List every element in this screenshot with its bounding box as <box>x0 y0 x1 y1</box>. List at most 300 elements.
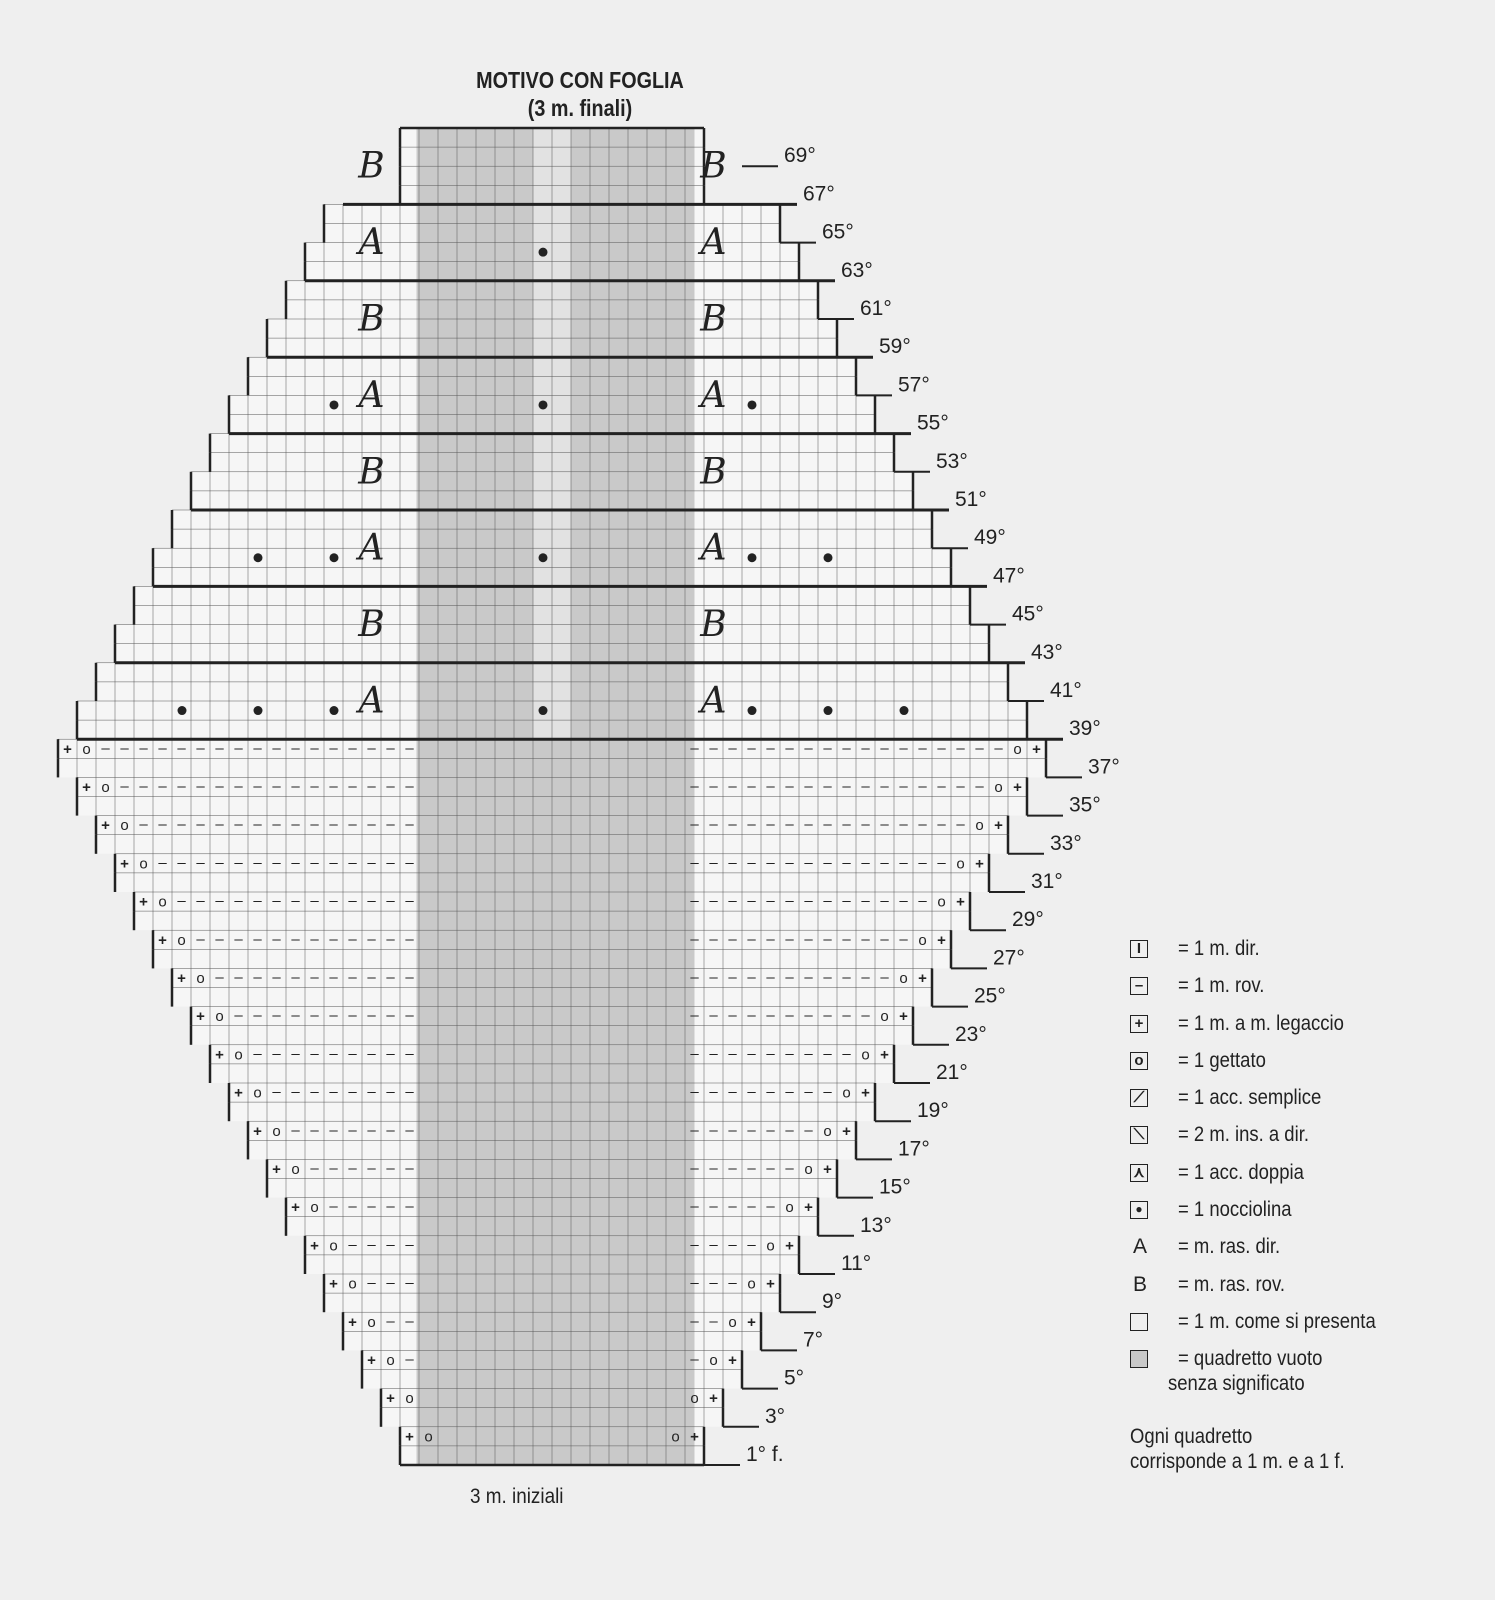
purl-symbol: – <box>709 930 718 948</box>
yarn-over-symbol: o <box>880 1008 889 1026</box>
garter-symbol: + <box>1032 740 1041 758</box>
yarn-over-symbol: o <box>747 1275 756 1293</box>
legend-text: = 2 m. ins. a dir. <box>1178 1123 1309 1146</box>
purl-symbol: – <box>272 968 281 986</box>
yarn-over-symbol: o <box>956 855 965 873</box>
purl-symbol: – <box>177 892 186 910</box>
yarn-over-symbol: o <box>101 778 110 796</box>
gray-band-cell <box>417 1064 695 1083</box>
purl-symbol: – <box>215 968 224 986</box>
garter-symbol: + <box>120 855 129 873</box>
purl-symbol: – <box>747 1083 756 1101</box>
purl-symbol: – <box>690 1083 699 1101</box>
purl-symbol: – <box>766 1083 775 1101</box>
purl-symbol: – <box>386 1159 395 1177</box>
purl-symbol: – <box>728 1159 737 1177</box>
yarn-over-icon: o <box>1130 1052 1148 1070</box>
purl-symbol: – <box>804 739 813 757</box>
section-letter-left: A <box>358 222 385 264</box>
garter-symbol: + <box>690 1428 699 1446</box>
purl-symbol: – <box>690 739 699 757</box>
garter-symbol: + <box>937 931 946 949</box>
bobble-symbol <box>254 553 263 562</box>
section-letter-left: B <box>358 145 385 187</box>
bobble-symbol <box>824 706 833 715</box>
purl-symbol: – <box>310 1007 319 1025</box>
bobble-symbol <box>748 400 757 409</box>
yarn-over-symbol: o <box>804 1160 813 1178</box>
purl-symbol: – <box>747 739 756 757</box>
purl-symbol: – <box>709 1045 718 1063</box>
purl-symbol: – <box>842 930 851 948</box>
yarn-over-symbol: o <box>1013 740 1022 758</box>
purl-symbol: – <box>253 1007 262 1025</box>
purl-symbol: – <box>823 1045 832 1063</box>
bobble-symbol <box>178 706 187 715</box>
purl-symbol: – <box>234 930 243 948</box>
purl-symbol: – <box>310 968 319 986</box>
purl-symbol: – <box>842 816 851 834</box>
yarn-over-symbol: o <box>785 1199 794 1217</box>
section-letter-right: A <box>700 222 727 264</box>
legend-text: = 1 m. rov. <box>1178 974 1265 997</box>
row-label: 59° <box>879 335 911 359</box>
legend-text: = m. ras. rov. <box>1178 1273 1285 1296</box>
section-letter-right: B <box>700 451 727 493</box>
garter-icon: + <box>1130 1015 1148 1033</box>
purl-symbol: – <box>842 1007 851 1025</box>
purl-symbol: – <box>823 739 832 757</box>
garter-symbol: + <box>329 1275 338 1293</box>
purl-symbol: – <box>348 1007 357 1025</box>
purl-symbol: – <box>272 930 281 948</box>
purl-symbol: – <box>823 777 832 795</box>
purl-symbol: – <box>728 1007 737 1025</box>
gray-band-cell <box>417 1293 695 1312</box>
purl-symbol: – <box>329 816 338 834</box>
gray-band-cell <box>417 1102 695 1121</box>
garter-symbol: + <box>956 893 965 911</box>
purl-symbol: – <box>386 892 395 910</box>
purl-symbol: – <box>728 1198 737 1216</box>
purl-symbol: – <box>785 739 794 757</box>
bobble-symbol <box>539 706 548 715</box>
purl-symbol: – <box>196 854 205 872</box>
note-line-1: Ogni quadretto <box>1130 1425 1253 1448</box>
gray-band-cell <box>417 1045 695 1064</box>
gray-band-cell <box>417 930 695 949</box>
purl-symbol: – <box>405 816 414 834</box>
purl-symbol: – <box>937 777 946 795</box>
yarn-over-symbol: o <box>766 1237 775 1255</box>
section-letter-left: B <box>358 298 385 340</box>
gray-band-cell <box>417 968 695 987</box>
purl-symbol: – <box>158 816 167 834</box>
purl-symbol: – <box>215 892 224 910</box>
gray-band-cell <box>417 1389 695 1408</box>
purl-symbol: – <box>766 1121 775 1139</box>
purl-symbol: – <box>728 1083 737 1101</box>
bobble-symbol <box>824 553 833 562</box>
legend-text: = 1 gettato <box>1178 1049 1266 1072</box>
purl-symbol: – <box>367 854 376 872</box>
garter-symbol: + <box>1013 778 1022 796</box>
purl-symbol: – <box>367 739 376 757</box>
purl-symbol: – <box>766 1045 775 1063</box>
purl-symbol: – <box>728 1121 737 1139</box>
bobble-symbol <box>539 400 548 409</box>
purl-symbol: – <box>367 968 376 986</box>
purl-symbol: – <box>842 739 851 757</box>
purl-symbol: – <box>728 930 737 948</box>
purl-symbol: – <box>880 892 889 910</box>
gray-band-cell <box>417 1255 695 1274</box>
purl-symbol: – <box>196 930 205 948</box>
purl-symbol: – <box>899 930 908 948</box>
purl-symbol: – <box>785 1121 794 1139</box>
yarn-over-symbol: o <box>310 1199 319 1217</box>
purl-symbol: – <box>994 739 1003 757</box>
bobble-symbol <box>748 706 757 715</box>
purl-symbol: – <box>709 1121 718 1139</box>
purl-symbol: – <box>918 777 927 795</box>
purl-symbol: – <box>139 777 148 795</box>
garter-symbol: + <box>367 1351 376 1369</box>
purl-symbol: – <box>709 1312 718 1330</box>
purl-symbol: – <box>367 1236 376 1254</box>
gray-band-cell <box>417 892 695 911</box>
garter-symbol: + <box>994 817 1003 835</box>
purl-symbol: – <box>975 739 984 757</box>
purl-symbol: – <box>348 892 357 910</box>
yarn-over-symbol: o <box>177 931 186 949</box>
purl-symbol: – <box>690 816 699 834</box>
purl-symbol: – <box>766 968 775 986</box>
purl-symbol: – <box>405 1198 414 1216</box>
row-label: 19° <box>917 1099 949 1123</box>
section-letter-right: A <box>700 374 727 416</box>
purl-symbol: – <box>405 892 414 910</box>
purl-symbol: – <box>367 777 376 795</box>
purl-symbol: – <box>367 930 376 948</box>
purl-symbol: – <box>367 1198 376 1216</box>
purl-symbol: – <box>861 1007 870 1025</box>
purl-symbol: – <box>234 1007 243 1025</box>
row-label: 55° <box>917 411 949 435</box>
purl-symbol: – <box>329 968 338 986</box>
purl-symbol: – <box>101 739 110 757</box>
purl-symbol: – <box>937 816 946 834</box>
gray-band-cell <box>417 777 695 796</box>
yarn-over-symbol: o <box>842 1084 851 1102</box>
garter-symbol: + <box>310 1237 319 1255</box>
purl-symbol: – <box>329 1083 338 1101</box>
gray-band-cell <box>417 873 695 892</box>
purl-symbol: – <box>690 854 699 872</box>
purl-symbol: – <box>823 854 832 872</box>
purl-symbol: – <box>823 892 832 910</box>
purl-symbol: – <box>405 1159 414 1177</box>
row-label: 39° <box>1069 717 1101 741</box>
garter-symbol: + <box>785 1237 794 1255</box>
row-label: 49° <box>974 526 1006 550</box>
purl-symbol: – <box>918 739 927 757</box>
yarn-over-symbol: o <box>899 969 908 987</box>
garter-symbol: + <box>880 1046 889 1064</box>
purl-symbol: – <box>291 1007 300 1025</box>
purl-symbol: – <box>215 739 224 757</box>
purl-icon: – <box>1130 977 1148 995</box>
purl-symbol: – <box>842 892 851 910</box>
purl-symbol: – <box>253 739 262 757</box>
purl-symbol: – <box>766 739 775 757</box>
purl-symbol: – <box>804 1083 813 1101</box>
purl-symbol: – <box>329 777 338 795</box>
purl-symbol: – <box>861 892 870 910</box>
purl-symbol: – <box>747 930 756 948</box>
section-letter-right: B <box>700 145 727 187</box>
purl-symbol: – <box>329 930 338 948</box>
purl-symbol: – <box>215 930 224 948</box>
purl-symbol: – <box>861 777 870 795</box>
purl-symbol: – <box>348 739 357 757</box>
purl-symbol: – <box>823 1007 832 1025</box>
purl-symbol: – <box>709 1007 718 1025</box>
purl-symbol: – <box>861 854 870 872</box>
purl-symbol: – <box>139 739 148 757</box>
purl-symbol: – <box>709 816 718 834</box>
purl-symbol: – <box>709 1198 718 1216</box>
garter-symbol: + <box>709 1390 718 1408</box>
bobble-symbol <box>539 248 548 257</box>
bobble-symbol <box>330 553 339 562</box>
purl-symbol: – <box>937 854 946 872</box>
purl-symbol: – <box>766 816 775 834</box>
purl-symbol: – <box>329 892 338 910</box>
purl-symbol: – <box>804 1045 813 1063</box>
purl-symbol: – <box>690 1159 699 1177</box>
purl-symbol: – <box>329 739 338 757</box>
purl-symbol: – <box>937 739 946 757</box>
purl-symbol: – <box>728 1236 737 1254</box>
purl-symbol: – <box>709 739 718 757</box>
garter-symbol: + <box>728 1351 737 1369</box>
purl-symbol: – <box>728 968 737 986</box>
purl-symbol: – <box>728 816 737 834</box>
note-line-2: corrisponde a 1 m. e a 1 f. <box>1130 1450 1345 1473</box>
garter-symbol: + <box>272 1160 281 1178</box>
purl-symbol: – <box>234 777 243 795</box>
bobble-symbol <box>539 553 548 562</box>
purl-symbol: – <box>386 930 395 948</box>
gray-band-cell <box>417 816 695 835</box>
purl-symbol: – <box>405 968 414 986</box>
yarn-over-symbol: o <box>994 778 1003 796</box>
purl-symbol: – <box>405 1274 414 1292</box>
purl-symbol: – <box>785 1007 794 1025</box>
purl-symbol: – <box>310 816 319 834</box>
row-label: 51° <box>955 488 987 511</box>
purl-symbol: – <box>291 854 300 872</box>
start-label: 3 m. iniziali <box>470 1485 564 1508</box>
purl-symbol: – <box>310 1159 319 1177</box>
purl-symbol: – <box>899 854 908 872</box>
bobble-icon: ● <box>1130 1201 1148 1219</box>
purl-symbol: – <box>196 777 205 795</box>
purl-symbol: – <box>747 892 756 910</box>
purl-symbol: – <box>177 739 186 757</box>
yarn-over-symbol: o <box>690 1390 699 1408</box>
purl-symbol: – <box>348 1121 357 1139</box>
row-label: 15° <box>879 1175 911 1199</box>
yarn-over-symbol: o <box>975 817 984 835</box>
purl-symbol: – <box>804 892 813 910</box>
purl-symbol: – <box>766 930 775 948</box>
yarn-over-symbol: o <box>82 740 91 758</box>
gray-band-cell <box>417 739 695 758</box>
purl-symbol: – <box>766 1159 775 1177</box>
purl-symbol: – <box>918 892 927 910</box>
purl-symbol: – <box>310 930 319 948</box>
row-label: 65° <box>822 220 854 244</box>
purl-symbol: – <box>139 816 148 834</box>
purl-symbol: – <box>272 1083 281 1101</box>
bobble-symbol <box>330 400 339 409</box>
purl-symbol: – <box>956 739 965 757</box>
purl-symbol: – <box>861 968 870 986</box>
purl-symbol: – <box>728 1045 737 1063</box>
gray-band-cell <box>417 1312 695 1331</box>
purl-symbol: – <box>861 816 870 834</box>
section-letter-left: A <box>358 374 385 416</box>
gray-band-cell <box>417 1179 695 1198</box>
legend-text: = m. ras. dir. <box>1178 1235 1281 1258</box>
garter-symbol: + <box>291 1199 300 1217</box>
purl-symbol: – <box>367 816 376 834</box>
purl-symbol: – <box>690 1236 699 1254</box>
gray-band-cell <box>417 1331 695 1350</box>
purl-symbol: – <box>215 854 224 872</box>
gray-band-cell <box>417 797 695 816</box>
section-letter-left: B <box>358 604 385 646</box>
purl-symbol: – <box>310 1083 319 1101</box>
purl-symbol: – <box>690 968 699 986</box>
garter-symbol: + <box>177 969 186 987</box>
purl-symbol: – <box>766 892 775 910</box>
row-label: 3° <box>765 1404 786 1428</box>
purl-symbol: – <box>690 892 699 910</box>
gray-band-cell <box>417 988 695 1007</box>
gray-band-cell <box>417 1159 695 1178</box>
purl-symbol: – <box>367 1159 376 1177</box>
purl-symbol: – <box>823 968 832 986</box>
purl-symbol: – <box>747 1198 756 1216</box>
bobble-symbol <box>330 706 339 715</box>
purl-symbol: – <box>234 739 243 757</box>
purl-symbol: – <box>272 854 281 872</box>
legend-text: = 1 m. come si presenta <box>1178 1310 1376 1333</box>
purl-symbol: – <box>728 739 737 757</box>
purl-symbol: – <box>158 854 167 872</box>
purl-symbol: – <box>405 930 414 948</box>
purl-symbol: – <box>329 1198 338 1216</box>
purl-symbol: – <box>348 1198 357 1216</box>
purl-symbol: – <box>747 1121 756 1139</box>
garter-symbol: + <box>253 1122 262 1140</box>
row-label: 29° <box>1012 908 1044 932</box>
purl-symbol: – <box>728 854 737 872</box>
purl-symbol: – <box>842 1045 851 1063</box>
row-label: 31° <box>1031 870 1063 893</box>
purl-symbol: – <box>861 739 870 757</box>
yarn-over-symbol: o <box>424 1428 433 1446</box>
purl-symbol: – <box>177 816 186 834</box>
purl-symbol: – <box>785 968 794 986</box>
purl-symbol: – <box>196 892 205 910</box>
purl-symbol: – <box>804 816 813 834</box>
knit-icon: I <box>1130 940 1148 958</box>
k2tog-icon: ⟍ <box>1130 1126 1148 1144</box>
purl-symbol: – <box>804 930 813 948</box>
purl-symbol: – <box>766 1007 775 1025</box>
purl-symbol: – <box>348 968 357 986</box>
purl-symbol: – <box>690 930 699 948</box>
yarn-over-symbol: o <box>386 1351 395 1369</box>
purl-symbol: – <box>405 1121 414 1139</box>
purl-symbol: – <box>386 816 395 834</box>
purl-symbol: – <box>253 968 262 986</box>
purl-symbol: – <box>747 1236 756 1254</box>
purl-symbol: – <box>253 892 262 910</box>
purl-symbol: – <box>405 1236 414 1254</box>
purl-symbol: – <box>804 1121 813 1139</box>
purl-symbol: – <box>272 1007 281 1025</box>
purl-symbol: – <box>747 1007 756 1025</box>
gray-band-cell <box>417 1140 695 1159</box>
purl-symbol: – <box>728 1274 737 1292</box>
purl-symbol: – <box>386 1274 395 1292</box>
purl-symbol: – <box>386 968 395 986</box>
section-letter-left: B <box>358 451 385 493</box>
purl-symbol: – <box>310 777 319 795</box>
purl-symbol: – <box>348 777 357 795</box>
garter-symbol: + <box>101 817 110 835</box>
purl-symbol: – <box>690 1007 699 1025</box>
purl-symbol: – <box>310 739 319 757</box>
purl-symbol: – <box>690 1312 699 1330</box>
purl-symbol: – <box>329 1121 338 1139</box>
legend-text: = 1 nocciolina <box>1178 1198 1292 1221</box>
purl-symbol: – <box>766 854 775 872</box>
purl-symbol: – <box>899 892 908 910</box>
purl-symbol: – <box>329 854 338 872</box>
yarn-over-symbol: o <box>728 1313 737 1331</box>
garter-symbol: + <box>899 1008 908 1026</box>
purl-symbol: – <box>291 968 300 986</box>
purl-symbol: – <box>234 968 243 986</box>
row-label: 13° <box>860 1213 892 1237</box>
legend-text: = 1 acc. semplice <box>1178 1086 1322 1109</box>
purl-symbol: – <box>329 1159 338 1177</box>
gray-band-cell <box>417 835 695 854</box>
purl-symbol: – <box>348 930 357 948</box>
row-label: 23° <box>955 1022 987 1046</box>
purl-symbol: – <box>690 1198 699 1216</box>
row-label: 1° f. <box>746 1443 784 1466</box>
purl-symbol: – <box>348 1083 357 1101</box>
purl-symbol: – <box>291 930 300 948</box>
gray-band-cell <box>417 758 695 777</box>
